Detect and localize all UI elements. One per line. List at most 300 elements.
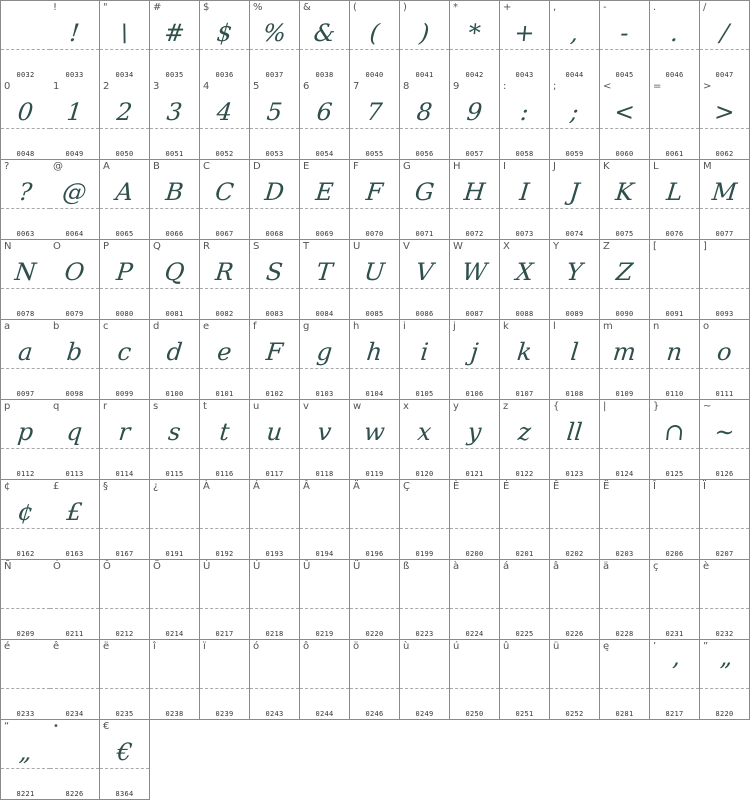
glyph-char-label: î [153, 641, 156, 652]
glyph-char-label: X [503, 241, 510, 252]
glyph-sample: H [462, 178, 487, 206]
glyph-cell [400, 640, 450, 720]
glyph-code: 0076 [665, 230, 684, 238]
baseline-divider [300, 608, 349, 609]
glyph-cell [250, 640, 300, 720]
glyph-char-label: ï [203, 641, 206, 652]
glyph-cell [700, 640, 750, 720]
baseline-divider [1, 608, 50, 609]
baseline-divider [700, 49, 749, 50]
glyph-code: 0064 [65, 230, 84, 238]
glyph-char-label: 3 [153, 81, 160, 92]
glyph-char-label: 9 [453, 81, 460, 92]
glyph-cell [150, 160, 200, 240]
glyph-cell [550, 640, 600, 720]
glyph-cell [700, 400, 750, 480]
glyph-code: 0056 [415, 150, 434, 158]
glyph-char-label: x [403, 401, 409, 412]
glyph-cell [250, 240, 300, 320]
baseline-divider [700, 528, 749, 529]
glyph-char-label: & [303, 2, 311, 13]
glyph-cell [700, 80, 750, 160]
baseline-divider [450, 528, 499, 529]
glyph-cell [100, 400, 150, 480]
glyph-char-label: T [303, 241, 310, 252]
glyph-cell [350, 80, 400, 160]
glyph-char-label: ) [403, 2, 407, 13]
glyph-code: 8226 [65, 790, 84, 798]
baseline-divider [100, 208, 149, 209]
baseline-divider [150, 288, 199, 289]
glyph-code: 0167 [115, 550, 134, 558]
glyph-char-label: ß [403, 561, 410, 572]
glyph-code: 0071 [415, 230, 434, 238]
glyph-cell [250, 320, 300, 400]
glyph-char-label: Q [153, 241, 161, 252]
baseline-divider [500, 128, 549, 129]
glyph-char-label: Ë [603, 481, 610, 492]
glyph-char-label: n [653, 321, 660, 332]
glyph-cell [200, 80, 250, 160]
baseline-divider [500, 448, 549, 449]
glyph-char-label: â [553, 561, 560, 572]
glyph-sample: k [515, 338, 534, 366]
glyph-cell [300, 480, 350, 560]
glyph-code: 0201 [515, 550, 534, 558]
glyph-sample: 3 [165, 98, 184, 126]
glyph-char-label: Z [603, 241, 610, 252]
glyph-sample: ! [68, 19, 81, 47]
baseline-divider [550, 49, 599, 50]
glyph-char-label: a [4, 321, 11, 332]
glyph-char-label: / [703, 2, 707, 13]
glyph-char-label: I [503, 161, 506, 172]
baseline-divider [700, 688, 749, 689]
glyph-code: 0074 [565, 230, 584, 238]
glyph-cell [350, 320, 400, 400]
baseline-divider [100, 288, 149, 289]
baseline-divider [100, 768, 149, 769]
baseline-divider [200, 208, 249, 209]
glyph-cell [250, 0, 300, 81]
glyph-cell [450, 240, 500, 320]
glyph-cell [350, 560, 400, 640]
baseline-divider [700, 128, 749, 129]
glyph-cell [250, 400, 300, 480]
baseline-divider [1, 768, 50, 769]
glyph-sample: # [162, 19, 187, 47]
glyph-sample: + [512, 19, 537, 47]
glyph-cell [550, 160, 600, 240]
glyph-sample: - [618, 19, 631, 47]
baseline-divider [200, 608, 249, 609]
glyph-code: 0087 [465, 310, 484, 318]
baseline-divider [150, 49, 199, 50]
glyph-code: 0252 [565, 710, 584, 718]
glyph-char-label: % [253, 2, 263, 13]
baseline-divider [350, 208, 399, 209]
glyph-code: 0098 [65, 390, 84, 398]
baseline-divider [50, 688, 99, 689]
glyph-cell [550, 0, 600, 81]
glyph-cell [700, 480, 750, 560]
glyph-code: 0079 [65, 310, 84, 318]
glyph-sample: A [114, 178, 135, 206]
glyph-char-label: : [503, 81, 507, 92]
glyph-cell [150, 320, 200, 400]
glyph-code: 0249 [415, 710, 434, 718]
glyph-sample: e [215, 338, 234, 366]
glyph-cell [400, 560, 450, 640]
glyph-cell [700, 0, 750, 81]
baseline-divider [500, 608, 549, 609]
glyph-code: 0231 [665, 630, 684, 638]
glyph-char-label: P [103, 241, 110, 252]
glyph-cell [650, 0, 700, 81]
glyph-sample: o [715, 338, 734, 366]
glyph-cell [500, 560, 550, 640]
glyph-cell [150, 400, 200, 480]
glyph-code: 0120 [415, 470, 434, 478]
baseline-divider [600, 368, 649, 369]
baseline-divider [50, 208, 99, 209]
glyph-char-label: 7 [353, 81, 360, 92]
glyph-cell [650, 320, 700, 400]
glyph-cell [400, 240, 450, 320]
baseline-divider [200, 448, 249, 449]
baseline-divider [250, 608, 299, 609]
glyph-code: 0104 [365, 390, 384, 398]
baseline-divider [1, 288, 50, 289]
glyph-cell [550, 320, 600, 400]
glyph-sample: ~ [712, 418, 737, 446]
glyph-char-label: Ö [153, 561, 161, 572]
glyph-code: 0218 [265, 630, 284, 638]
glyph-cell [450, 400, 500, 480]
baseline-divider [400, 128, 449, 129]
baseline-divider [700, 368, 749, 369]
glyph-sample: / [718, 19, 731, 47]
glyph-char-label: á [503, 561, 510, 572]
glyph-code: 0059 [565, 150, 584, 158]
glyph-char-label: b [53, 321, 60, 332]
glyph-sample: \ [118, 19, 131, 47]
glyph-code: 0090 [615, 310, 634, 318]
glyph-code: 0033 [65, 71, 84, 79]
baseline-divider [100, 448, 149, 449]
glyph-cell [200, 320, 250, 400]
glyph-sample: 8 [415, 98, 434, 126]
baseline-divider [1, 208, 50, 209]
glyph-char-label: K [603, 161, 610, 172]
glyph-cell [300, 640, 350, 720]
baseline-divider [700, 448, 749, 449]
glyph-cell [500, 0, 550, 81]
glyph-cell [400, 320, 450, 400]
glyph-code: 0162 [16, 550, 35, 558]
glyph-char-label: U [353, 241, 361, 252]
baseline-divider [600, 128, 649, 129]
glyph-char-label: Ñ [4, 561, 12, 572]
glyph-code: 0100 [165, 390, 184, 398]
baseline-divider [400, 49, 449, 50]
glyph-sample: ∩ [662, 418, 687, 446]
glyph-sample: ? [17, 178, 34, 206]
glyph-code: 0089 [565, 310, 584, 318]
glyph-cell [550, 480, 600, 560]
glyph-code: 0233 [16, 710, 35, 718]
glyph-code: 0042 [465, 71, 484, 79]
glyph-cell [300, 160, 350, 240]
glyph-cell [300, 0, 350, 81]
baseline-divider [350, 528, 399, 529]
baseline-divider [550, 448, 599, 449]
glyph-cell [600, 0, 650, 81]
glyph-code: 0196 [365, 550, 384, 558]
baseline-divider [1, 368, 50, 369]
baseline-divider [50, 368, 99, 369]
glyph-code: 0047 [715, 71, 734, 79]
glyph-sample: S [264, 258, 285, 286]
glyph-char-label: { [553, 401, 560, 412]
glyph-code: 0244 [315, 710, 334, 718]
glyph-cell [150, 240, 200, 320]
glyph-code: 0124 [615, 470, 634, 478]
baseline-divider [650, 128, 699, 129]
glyph-code: 0068 [265, 230, 284, 238]
glyph-sample: € [115, 738, 134, 766]
glyph-cell [200, 160, 250, 240]
glyph-cell [600, 160, 650, 240]
baseline-divider [50, 768, 99, 769]
glyph-char-label: ! [53, 2, 58, 13]
glyph-char-label: t [203, 401, 207, 412]
glyph-code: 0041 [415, 71, 434, 79]
baseline-divider [1, 528, 50, 529]
baseline-divider [400, 448, 449, 449]
glyph-cell [500, 640, 550, 720]
glyph-sample: £ [65, 498, 84, 526]
glyph-char-label: u [253, 401, 260, 412]
baseline-divider [650, 608, 699, 609]
glyph-cell [0, 560, 51, 640]
glyph-code: 0049 [65, 150, 84, 158]
glyph-char-label: ç [653, 561, 659, 572]
glyph-char-label: G [403, 161, 411, 172]
glyph-char-label: ? [4, 161, 10, 172]
glyph-code: 0103 [315, 390, 334, 398]
glyph-cell [50, 320, 100, 400]
glyph-char-label: N [4, 241, 12, 252]
glyph-cell [100, 160, 150, 240]
glyph-code: 0239 [215, 710, 234, 718]
glyph-char-label: Ê [553, 481, 560, 492]
glyph-code: 8217 [665, 710, 684, 718]
glyph-cell [0, 320, 51, 400]
glyph-cell [700, 160, 750, 240]
glyph-cell [300, 400, 350, 480]
glyph-cell [150, 80, 200, 160]
glyph-cell [50, 480, 100, 560]
glyph-code: 0051 [165, 150, 184, 158]
glyph-cell [250, 160, 300, 240]
baseline-divider [250, 448, 299, 449]
glyph-cell [150, 480, 200, 560]
glyph-code: 0234 [65, 710, 84, 718]
glyph-sample: ; [568, 98, 581, 126]
glyph-char-label: B [153, 161, 160, 172]
glyph-char-label: c [103, 321, 109, 332]
baseline-divider [1, 128, 50, 129]
glyph-code: 0111 [715, 390, 734, 398]
glyph-cell [50, 0, 100, 81]
glyph-char-label: + [503, 2, 512, 13]
glyph-char-label: j [453, 321, 456, 332]
baseline-divider [450, 368, 499, 369]
glyph-char-label: Ó [53, 561, 61, 572]
glyph-code: 0224 [465, 630, 484, 638]
baseline-divider [500, 288, 549, 289]
glyph-cell [0, 400, 51, 480]
glyph-code: 0194 [315, 550, 334, 558]
glyph-cell [650, 640, 700, 720]
baseline-divider [350, 368, 399, 369]
glyph-char-label: ê [53, 641, 60, 652]
glyph-sample: . [669, 19, 680, 47]
baseline-divider [400, 288, 449, 289]
baseline-divider [250, 288, 299, 289]
glyph-char-label: E [303, 161, 310, 172]
baseline-divider [1, 448, 50, 449]
baseline-divider [600, 49, 649, 50]
glyph-code: 0082 [215, 310, 234, 318]
glyph-cell [450, 80, 500, 160]
glyph-code: 0048 [16, 150, 35, 158]
glyph-code: 0085 [365, 310, 384, 318]
baseline-divider [100, 608, 149, 609]
glyph-cell [250, 560, 300, 640]
glyph-code: 0065 [115, 230, 134, 238]
glyph-char-label: M [703, 161, 712, 172]
glyph-cell [650, 400, 700, 480]
glyph-code: 0114 [115, 470, 134, 478]
glyph-cell [100, 720, 150, 800]
glyph-cell [400, 400, 450, 480]
glyph-cell [650, 240, 700, 320]
glyph-cell [50, 560, 100, 640]
glyph-cell [300, 560, 350, 640]
glyph-code: 0202 [565, 550, 584, 558]
glyph-sample: ” [716, 658, 733, 686]
glyph-cell [0, 240, 51, 320]
baseline-divider [250, 528, 299, 529]
glyph-sample: , [569, 19, 580, 47]
glyph-code: 0102 [265, 390, 284, 398]
glyph-code: 0080 [115, 310, 134, 318]
glyph-cell [200, 400, 250, 480]
glyph-sample: X [514, 258, 535, 286]
glyph-char-label: S [253, 241, 260, 252]
glyph-cell [500, 480, 550, 560]
glyph-code: 0206 [665, 550, 684, 558]
glyph-code: 0223 [415, 630, 434, 638]
glyph-char-label: ó [253, 641, 260, 652]
glyph-sample: ( [368, 19, 381, 47]
baseline-divider [450, 208, 499, 209]
baseline-divider [400, 368, 449, 369]
glyph-char-label: 0 [4, 81, 11, 92]
glyph-code: 8364 [115, 790, 134, 798]
glyph-sample: G [413, 178, 436, 206]
glyph-cell [50, 640, 100, 720]
glyph-sample: z [516, 418, 533, 446]
glyph-char-label: e [203, 321, 210, 332]
glyph-sample: % [261, 19, 288, 47]
glyph-sample: 2 [115, 98, 134, 126]
glyph-code: 0112 [16, 470, 35, 478]
baseline-divider [200, 368, 249, 369]
glyph-char-label: £ [53, 481, 60, 492]
glyph-code: 0226 [565, 630, 584, 638]
glyph-code: 0038 [315, 71, 334, 79]
glyph-char-label: Ä [353, 481, 360, 492]
glyph-code: 0281 [615, 710, 634, 718]
baseline-divider [500, 528, 549, 529]
glyph-cell [550, 560, 600, 640]
glyph-code: 0163 [65, 550, 84, 558]
glyph-cell [500, 400, 550, 480]
baseline-divider [200, 688, 249, 689]
glyph-sample: ll [565, 418, 584, 446]
glyph-cell [150, 0, 200, 81]
glyph-code: 0066 [165, 230, 184, 238]
glyph-sample: j [469, 338, 480, 366]
glyph-sample: $ [215, 19, 234, 47]
glyph-sample: & [312, 19, 337, 47]
glyph-code: 0060 [615, 150, 634, 158]
baseline-divider [650, 368, 699, 369]
baseline-divider [650, 49, 699, 50]
glyph-code: 0191 [165, 550, 184, 558]
glyph-cell [700, 560, 750, 640]
glyph-sample: U [362, 258, 387, 286]
glyph-code: 0220 [365, 630, 384, 638]
glyph-char-label: 5 [253, 81, 260, 92]
glyph-code: 0192 [215, 550, 234, 558]
glyph-cell [200, 0, 250, 81]
glyph-sample: 1 [65, 98, 84, 126]
glyph-code: 0219 [315, 630, 334, 638]
glyph-cell [200, 240, 250, 320]
glyph-cell [600, 560, 650, 640]
baseline-divider [350, 49, 399, 50]
glyph-sample: * [467, 19, 482, 47]
glyph-sample: y [466, 418, 483, 446]
glyph-cell [50, 720, 100, 800]
glyph-code: 0072 [465, 230, 484, 238]
baseline-divider [100, 368, 149, 369]
glyph-char-label: # [153, 2, 162, 13]
baseline-divider [300, 288, 349, 289]
baseline-divider [300, 688, 349, 689]
glyph-char-label: ~ [703, 401, 712, 412]
glyph-char-label: 1 [53, 81, 60, 92]
glyph-char-label: ù [403, 641, 410, 652]
baseline-divider [200, 49, 249, 50]
glyph-code: 0121 [465, 470, 484, 478]
glyph-char-label: è [703, 561, 710, 572]
baseline-divider [150, 128, 199, 129]
